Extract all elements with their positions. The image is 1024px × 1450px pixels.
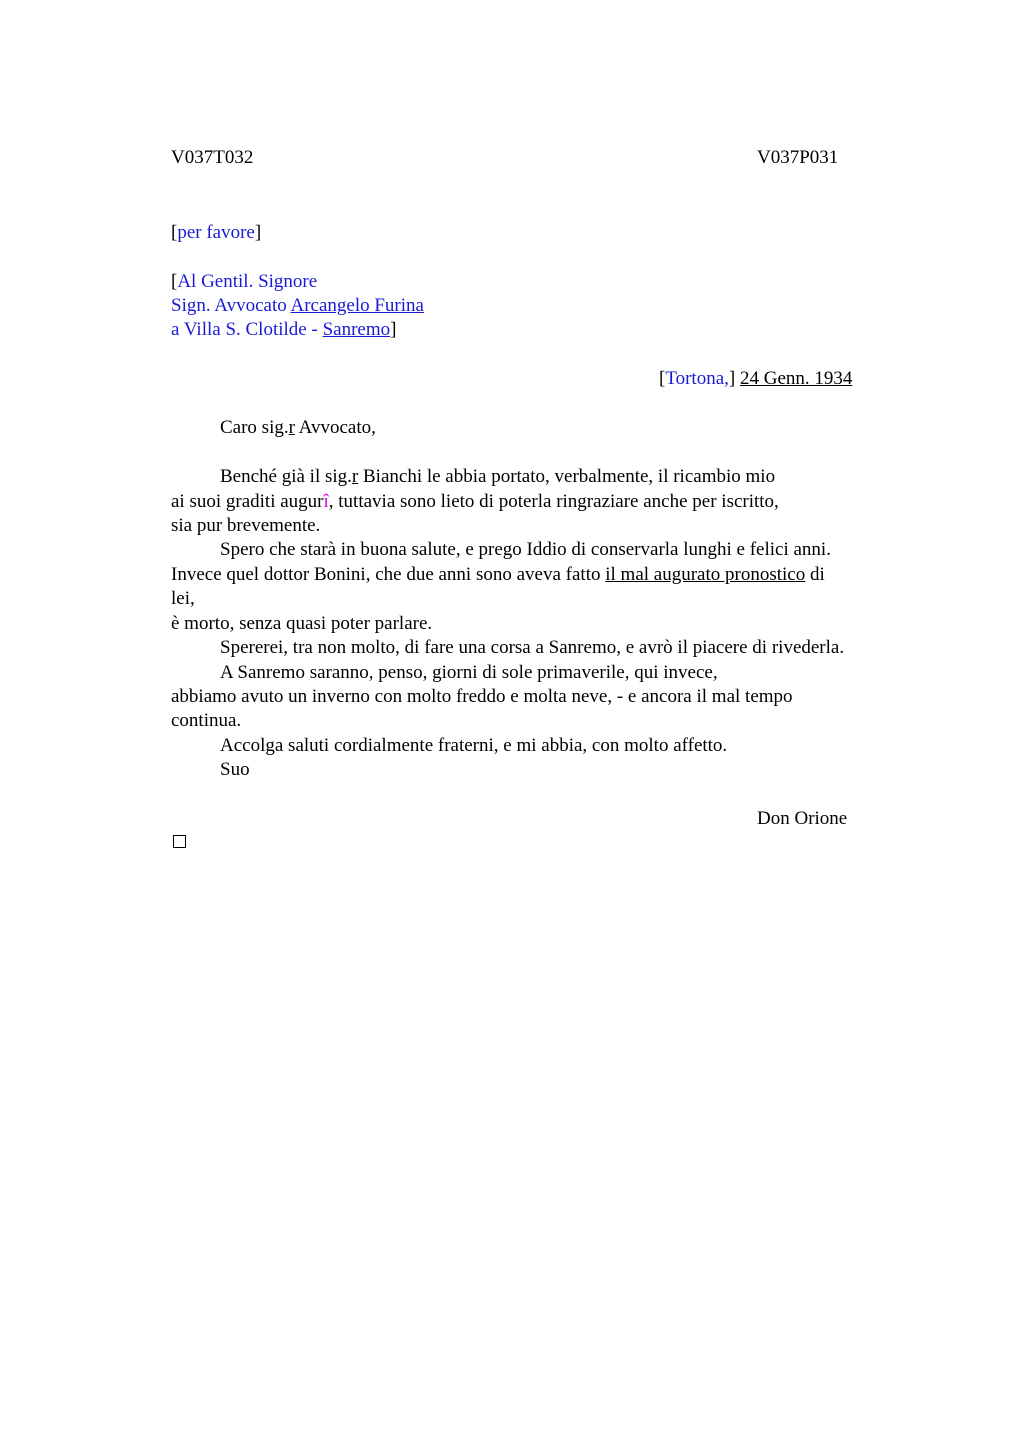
address-city: Sanremo (322, 319, 391, 340)
end-box-icon (173, 835, 186, 848)
addressee-name: Arcangelo Furina (290, 295, 424, 316)
body-line-5: Invece quel dottor Bonini, che due anni sono aveva fatto il mal augurato pronostico di (171, 564, 825, 585)
body-line-10: abbiamo avuto un inverno con molto freddo e molta neve, - e ancora il mal tempo (171, 686, 793, 707)
body-line-13: Suo (220, 759, 250, 780)
underlined-phrase: il mal augurato pronostico (605, 564, 806, 585)
body-line-11: continua. (171, 710, 242, 731)
body-line-1: Benché già il sig.r Bianchi le abbia portato, verbalmente, il ricambio mio (220, 466, 776, 487)
salutation: Caro sig.r Avvocato, (220, 417, 376, 438)
body-line-3: sia pur brevemente. (171, 515, 321, 536)
letter-date: 24 Genn. 1934 (739, 368, 853, 389)
body-line-7: è morto, senza quasi poter parlare. (171, 613, 433, 634)
document-code-right: V037P031 (757, 147, 839, 168)
body-line-6: lei, (171, 588, 195, 609)
signature: Don Orione (757, 808, 848, 829)
envelope-note: [per favore] (171, 222, 262, 243)
address-line-2: Sign. Avvocato Arcangelo Furina (171, 295, 424, 316)
body-line-9: A Sanremo saranno, penso, giorni di sole primaverile, qui invece, (220, 662, 718, 683)
body-line-8: Spererei, tra non molto, di fare una corsa a Sanremo, e avrò il piacere di rivederla. (220, 637, 845, 658)
address-line-3: a Villa S. Clotilde - Sanremo] (171, 319, 397, 340)
body-line-12: Accolga saluti cordialmente fraterni, e mi abbia, con molto affetto. (220, 735, 728, 756)
body-line-2: ai suoi graditi augurî, tuttavia sono lieto di poterla ringraziare anche per iscritto, (171, 491, 779, 512)
dateline: [Tortona,] 24 Genn. 1934 (659, 368, 853, 389)
document-code-left: V037T032 (171, 147, 254, 168)
address-line-1: [Al Gentil. Signore (171, 271, 318, 292)
body-line-4: Spero che starà in buona salute, e prego Iddio di conservarla lunghi e felici anni. (220, 539, 831, 560)
